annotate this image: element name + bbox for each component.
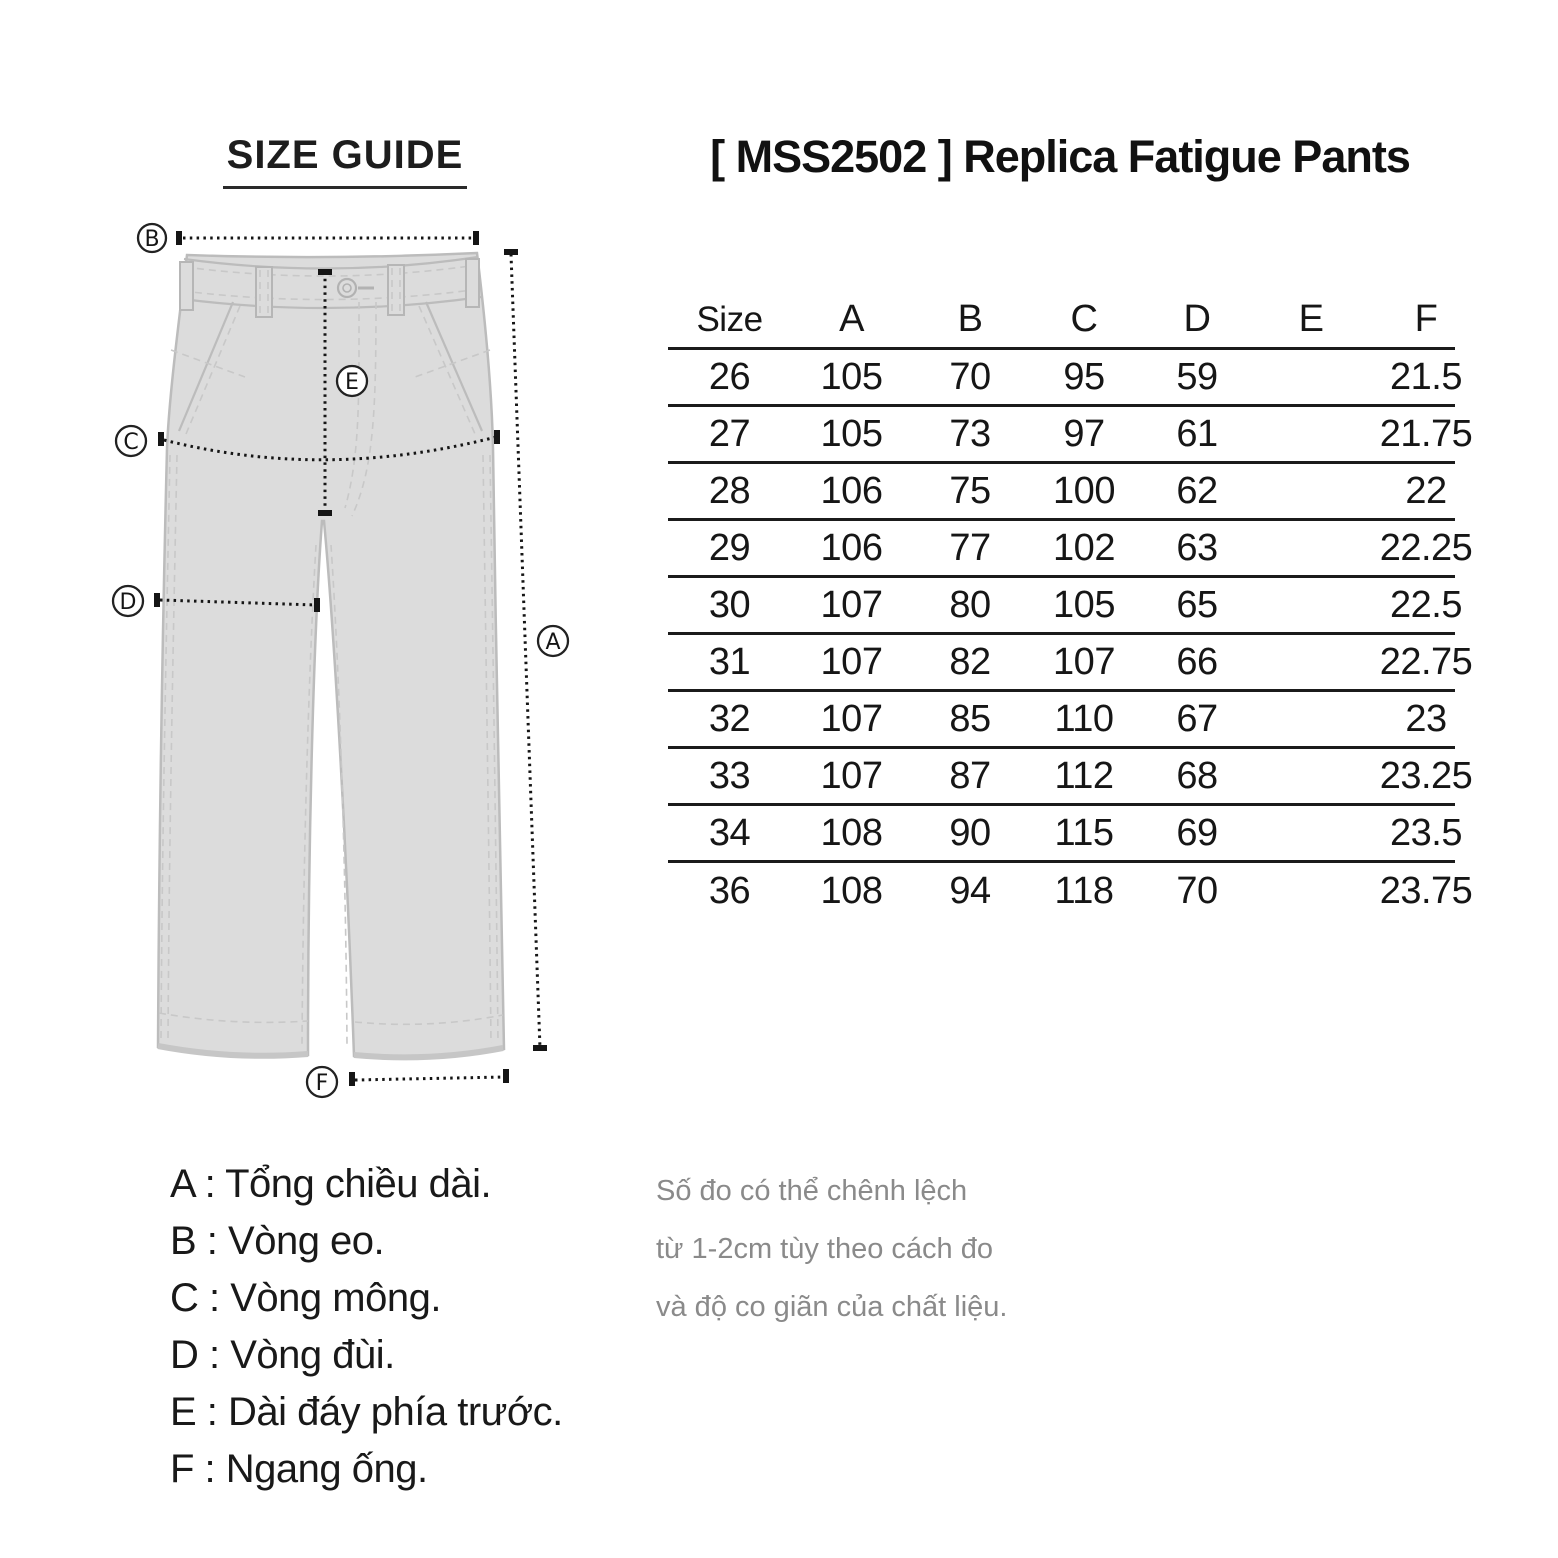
pants-outline [158,253,504,1058]
table-cell: 70 [949,355,991,398]
table-cell: 97 [1063,412,1105,455]
legend-item-a: A : Tổng chiều dài. [170,1162,492,1206]
size-table [668,292,1484,920]
table-cell: 68 [1176,754,1218,797]
page-title-text: SIZE GUIDE [223,133,468,189]
legend-item-c: C : Vòng mông. [170,1276,441,1320]
table-cell: 31 [708,640,751,683]
table-row [668,521,1473,578]
table-cell: 32 [708,697,751,740]
table-cell: 67 [1176,697,1218,740]
table-cell: 62 [1176,469,1218,512]
table-cell: 94 [949,870,991,912]
col-header-d: D [1183,298,1211,340]
table-row [668,806,1462,863]
table-cell: 112 [1054,754,1114,797]
table-cell: 110 [1054,697,1114,740]
measure-b [138,224,479,252]
table-cell: 108 [820,811,883,854]
table-cell: 26 [708,355,751,398]
table-cell: 82 [949,640,991,683]
table-cell: 63 [1176,526,1218,569]
legend-item-d: D : Vòng đùi. [170,1333,395,1377]
table-cell: 107 [1053,640,1115,683]
table-row [668,464,1455,521]
col-header-c: C [1070,298,1098,340]
table-cell: 105 [1053,583,1115,626]
measure-a [504,249,568,1051]
table-cell: 66 [1176,640,1218,683]
table-cell: 107 [820,640,883,683]
table-cell: 22.75 [1379,640,1473,683]
table-cell: 33 [708,754,751,797]
table-cell: 75 [949,469,991,512]
table-cell: 106 [820,469,883,512]
table-cell: 107 [820,583,883,626]
table-cell: 77 [949,526,991,569]
col-header-a: A [839,298,864,340]
product-title: [ MSS2502 ] Replica Fatigue Pants [710,131,1410,182]
table-cell: 87 [949,754,991,797]
note-line: và độ co giãn của chất liệu. [656,1290,1008,1323]
table-cell: 95 [1063,355,1105,398]
measurement-legend [170,1156,563,1498]
table-cell: 23.25 [1379,754,1473,797]
table-cell: 69 [1176,811,1218,854]
table-row [668,578,1462,635]
label-d: D [119,590,137,615]
table-cell: 23.75 [1379,870,1473,912]
label-a: A [545,630,561,655]
table-row [668,749,1473,806]
measure-f [307,1067,509,1097]
note-line: Số đo có thể chênh lệch [656,1174,968,1207]
table-cell: 105 [820,412,883,455]
table-cell: 27 [708,412,751,455]
col-header-e: E [1298,298,1324,340]
table-cell: 108 [820,870,883,912]
table-row [668,350,1462,407]
table-cell: 115 [1054,811,1114,854]
pants-diagram [90,210,580,1110]
table-cell: 102 [1053,526,1115,569]
col-header-f: F [1414,298,1438,340]
table-row [668,863,1473,920]
table-cell: 29 [708,526,751,569]
legend-item-b: B : Vòng eo. [170,1219,385,1263]
table-cell: 23 [1405,697,1447,740]
table-cell: 22 [1405,469,1447,512]
table-cell: 80 [949,583,991,626]
table-cell: 90 [949,811,991,854]
table-cell: 107 [820,754,883,797]
table-header-row [668,292,1455,350]
legend-item-f: F : Ngang ống. [170,1447,428,1491]
table-cell: 107 [820,697,883,740]
col-header-size: Size [696,299,763,339]
legend-item-e: E : Dài đáy phía trước. [170,1390,563,1434]
table-cell: 22.25 [1379,526,1473,569]
table-cell: 106 [820,526,883,569]
table-cell: 23.5 [1390,811,1462,854]
table-cell: 36 [708,870,751,912]
table-cell: 105 [820,355,883,398]
measurement-note [656,1162,1007,1336]
table-cell: 59 [1176,355,1218,398]
table-row [668,407,1473,464]
table-row [668,692,1455,749]
label-b: B [144,227,160,252]
label-e: E [345,370,359,395]
table-cell: 21.5 [1390,355,1462,398]
table-cell: 85 [949,697,991,740]
table-cell: 65 [1176,583,1218,626]
table-cell: 70 [1176,870,1218,912]
note-line: từ 1-2cm tùy theo cách đo [656,1232,993,1265]
table-cell: 100 [1053,469,1115,512]
page-title [145,133,545,189]
label-f: F [315,1071,329,1096]
table-cell: 21.75 [1379,412,1473,455]
table-cell: 73 [949,412,991,455]
table-cell: 34 [708,811,751,854]
table-cell: 61 [1176,412,1218,455]
table-cell: 28 [708,469,751,512]
table-cell: 30 [708,583,751,626]
label-c: C [123,430,139,455]
table-cell: 118 [1054,870,1114,912]
table-cell: 22.5 [1390,583,1462,626]
col-header-b: B [957,298,983,340]
table-row [668,635,1473,692]
